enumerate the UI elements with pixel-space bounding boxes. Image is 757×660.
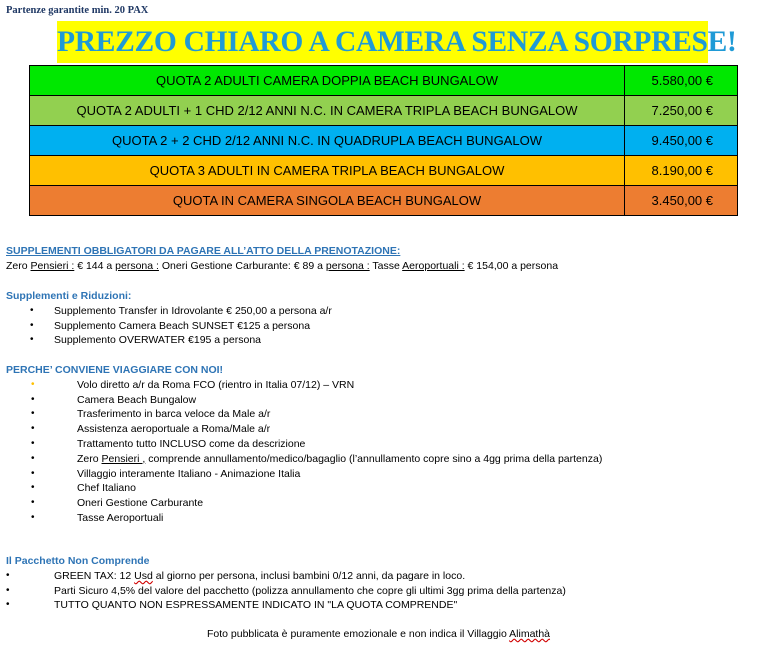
list-item bbox=[6, 452, 751, 467]
supplements-reductions-section bbox=[6, 289, 751, 348]
price-row-description: QUOTA 2 ADULTI CAMERA DOPPIA BEACH BUNGALOW bbox=[30, 66, 625, 96]
line-part: € 144 a bbox=[74, 259, 116, 272]
price-row-price: 7.250,00 € bbox=[625, 96, 738, 126]
list-item-text: Supplemento OVERWATER €195 a persona bbox=[54, 334, 262, 347]
footer-note bbox=[0, 628, 757, 640]
list-item bbox=[6, 333, 751, 348]
bullet-icon: • bbox=[6, 599, 10, 611]
price-row-description: QUOTA 2 + 2 CHD 2/12 ANNI N.C. IN QUADRUPLA BEACH BUNGALOW bbox=[30, 126, 625, 156]
line-part: Pensieri : bbox=[30, 259, 75, 272]
list-item-text: Tasse Aeroportuali bbox=[77, 511, 164, 524]
list-item bbox=[6, 511, 751, 526]
price-row-description: QUOTA IN CAMERA SINGOLA BEACH BUNGALOW bbox=[30, 186, 625, 216]
list-item bbox=[6, 393, 751, 408]
footer-text: Foto pubblicata è puramente emozionale e non indica il Villaggio bbox=[206, 628, 510, 640]
bullet-icon: • bbox=[31, 482, 35, 494]
bullet-icon: • bbox=[31, 452, 35, 464]
line-part: persona : bbox=[115, 259, 159, 272]
line-part: Tasse bbox=[369, 259, 403, 272]
list-item-text: Supplemento Camera Beach SUNSET €125 a persona bbox=[54, 319, 311, 332]
list-item-text: Pensieri , bbox=[101, 452, 146, 465]
list-item-text: Chef Italiano bbox=[77, 482, 136, 495]
list-item bbox=[6, 437, 751, 452]
list-item-text: Trattamento tutto INCLUSO come da descrizione bbox=[77, 437, 306, 450]
list-item bbox=[6, 407, 751, 422]
price-row bbox=[30, 156, 738, 186]
list-item-text: Camera Beach Bungalow bbox=[77, 393, 197, 406]
line-part: € 154,00 a persona bbox=[464, 259, 559, 272]
bullet-icon: • bbox=[30, 334, 34, 346]
bullet-icon: • bbox=[31, 378, 35, 390]
bullet-icon: • bbox=[31, 393, 35, 405]
list-item-text: comprende annullamento/medico/bagaglio (l’annullamento copre sino a 4gg prima della partenza) bbox=[145, 452, 603, 465]
not-included-section bbox=[6, 554, 751, 613]
bullet-icon: • bbox=[6, 584, 10, 596]
list-item-text: Usd bbox=[134, 569, 153, 582]
list-item-text: Oneri Gestione Carburante bbox=[77, 497, 204, 510]
why-travel-heading: PERCHE’ CONVIENE VIAGGIARE CON NOI! bbox=[6, 364, 224, 376]
list-item-text: al giorno per persona, inclusi bambini 0/12 anni, da pagare in loco. bbox=[152, 569, 466, 582]
bullet-icon: • bbox=[31, 423, 35, 435]
list-item-text: Villaggio interamente Italiano - Animazione Italia bbox=[77, 467, 301, 480]
required-supplements-line bbox=[6, 259, 751, 274]
headline-banner: PREZZO CHIARO A CAMERA SENZA SORPRESE! bbox=[57, 21, 708, 63]
bullet-icon: • bbox=[31, 408, 35, 420]
bullet-icon: • bbox=[30, 319, 34, 331]
top-note: Partenze garantite min. 20 PAX bbox=[6, 5, 149, 16]
line-part: Oneri Gestione Carburante: € 89 a bbox=[158, 259, 326, 272]
list-item-text: GREEN TAX: 12 bbox=[54, 569, 135, 582]
price-row-price: 5.580,00 € bbox=[625, 66, 738, 96]
list-item-text: Supplemento Transfer in Idrovolante € 250,00 a persona a/r bbox=[54, 304, 332, 317]
price-row-description: QUOTA 2 ADULTI + 1 CHD 2/12 ANNI N.C. IN CAMERA TRIPLA BEACH BUNGALOW bbox=[30, 96, 625, 126]
price-row-price: 9.450,00 € bbox=[625, 126, 738, 156]
list-item-text: TUTTO QUANTO NON ESPRESSAMENTE INDICATO IN "LA QUOTA COMPRENDE" bbox=[54, 599, 458, 612]
list-item bbox=[6, 584, 751, 599]
required-supplements-heading: SUPPLEMENTI OBBLIGATORI DA PAGARE ALL’ATTO DELLA PRENOTAZIONE: bbox=[6, 245, 401, 257]
list-item-text: Trasferimento in barca veloce da Male a/r bbox=[77, 408, 271, 421]
supplements-reductions-heading: Supplementi e Riduzioni: bbox=[6, 290, 132, 302]
price-row bbox=[30, 186, 738, 216]
price-row-description: QUOTA 3 ADULTI IN CAMERA TRIPLA BEACH BUNGALOW bbox=[30, 156, 625, 186]
list-item bbox=[6, 319, 751, 334]
why-travel-section bbox=[6, 363, 751, 526]
why-travel-list bbox=[6, 378, 751, 526]
supplements-list bbox=[6, 304, 751, 348]
list-item bbox=[6, 378, 751, 393]
list-item bbox=[6, 598, 751, 613]
line-part: Zero bbox=[6, 259, 31, 272]
line-part: persona : bbox=[325, 259, 370, 272]
price-row bbox=[30, 126, 738, 156]
required-supplements-section bbox=[6, 244, 751, 274]
bullet-icon: • bbox=[31, 511, 35, 523]
bullet-icon: • bbox=[30, 304, 34, 316]
list-item bbox=[6, 569, 751, 584]
line-part: Aeroportuali : bbox=[402, 259, 465, 272]
price-row-price: 3.450,00 € bbox=[625, 186, 738, 216]
list-item-text: Assistenza aeroportuale a Roma/Male a/r bbox=[77, 423, 271, 436]
not-included-heading: Il Pacchetto Non Comprende bbox=[6, 555, 150, 567]
bullet-icon: • bbox=[31, 437, 35, 449]
list-item-text: Zero bbox=[77, 452, 102, 465]
price-table bbox=[29, 65, 738, 216]
price-row bbox=[30, 96, 738, 126]
list-item bbox=[6, 422, 751, 437]
list-item bbox=[6, 481, 751, 496]
footer-text: Alimathà bbox=[509, 628, 551, 640]
list-item bbox=[6, 467, 751, 482]
list-item-text: Parti Sicuro 4,5% del valore del pacchetto (polizza annullamento che copre gli ultimi 3gg prima della partenza) bbox=[54, 584, 566, 597]
price-row bbox=[30, 66, 738, 96]
list-item bbox=[6, 304, 751, 319]
bullet-icon: • bbox=[31, 467, 35, 479]
list-item-text: Volo diretto a/r da Roma FCO (rientro in Italia 07/12) – VRN bbox=[77, 378, 355, 391]
bullet-icon: • bbox=[31, 497, 35, 509]
price-row-price: 8.190,00 € bbox=[625, 156, 738, 186]
bullet-icon: • bbox=[6, 569, 10, 581]
not-included-list bbox=[6, 569, 751, 613]
list-item bbox=[6, 496, 751, 511]
